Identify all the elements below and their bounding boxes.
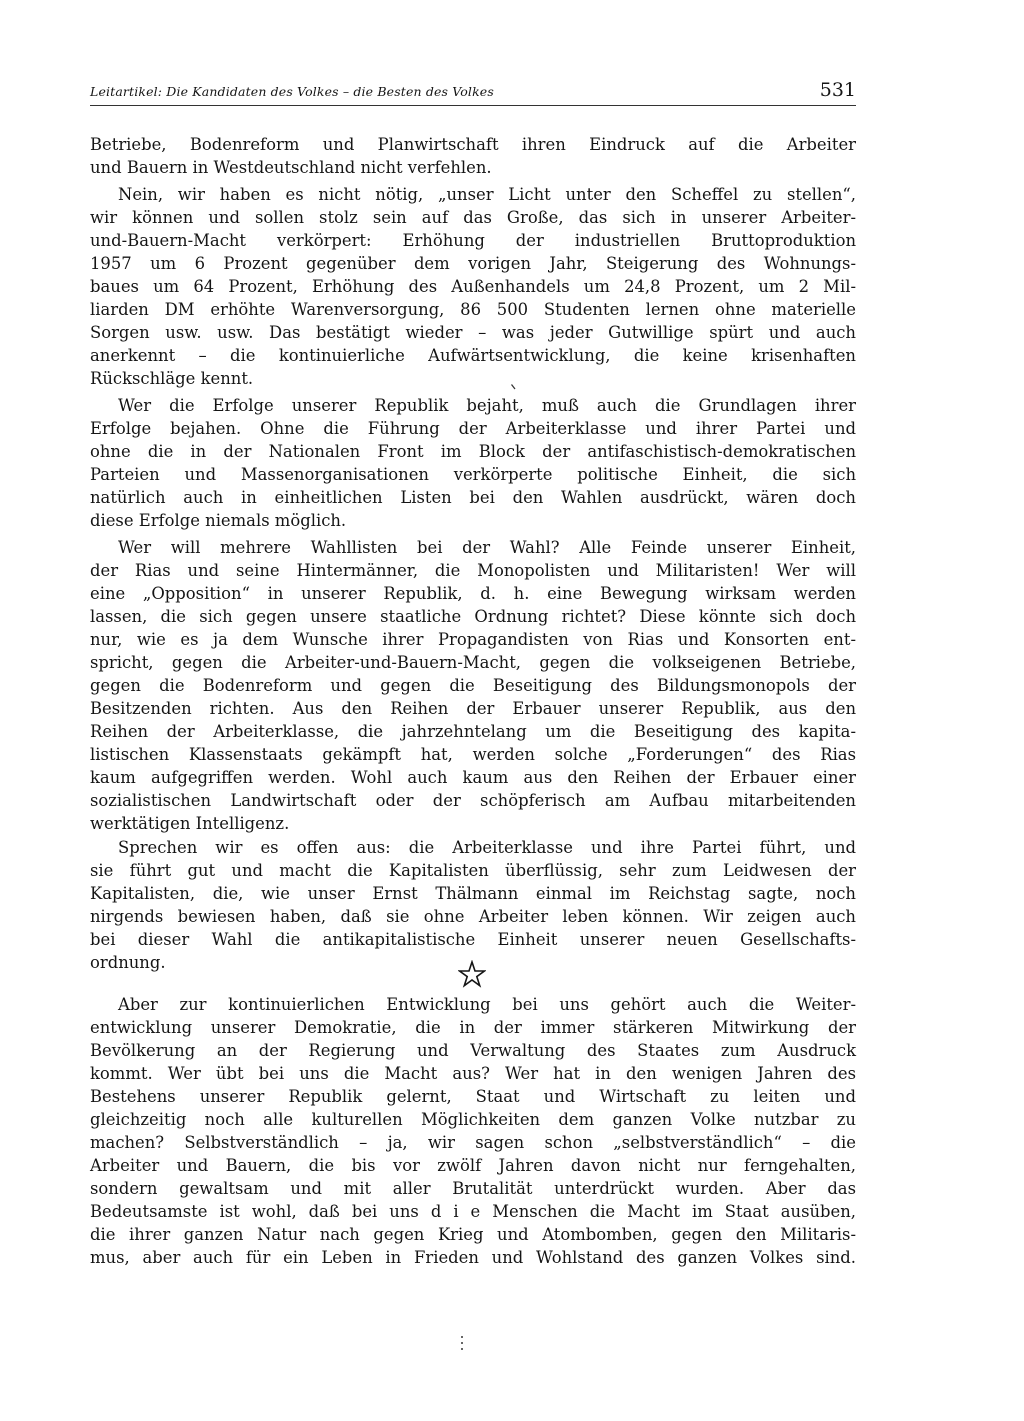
text-line: der Rias und seine Hintermänner, die Monopolisten und Militaristen! Wer will (90, 561, 856, 580)
text-line: eine „Opposition“ in unserer Republik, d. h. eine Bewegung wirksam werden (90, 584, 856, 603)
text-line: Besitzenden richten. Aus den Reihen der Erbauer unserer Republik, aus den (90, 699, 856, 718)
text-line: listischen Klassenstaats gekämpft hat, werden solche „Forderungen“ des Rias (90, 745, 856, 764)
text-line: und-Bauern-Macht verkörpert: Erhöhung der industriellen Bruttoproduktion (90, 231, 856, 250)
header-rule (90, 105, 856, 106)
text-line: Nein, wir haben es nicht nötig, „unser Licht unter den Scheffel zu stellen“, (118, 185, 856, 204)
text-line: die ihrer ganzen Natur nach gegen Krieg und Atombomben, gegen den Militaris- (90, 1225, 856, 1244)
text-line: sie führt gut und macht die Kapitalisten überflüssig, sehr zum Leidwesen der (90, 861, 856, 880)
text-line: sondern gewaltsam und mit aller Brutalität unterdrückt wurden. Aber das (90, 1179, 856, 1198)
text-line: gleichzeitig noch alle kulturellen Möglichkeiten dem ganzen Volke nutzbar zu (90, 1110, 856, 1129)
text-line: bei dieser Wahl die antikapitalistische Einheit unserer neuen Gesellschafts- (90, 930, 856, 949)
text-line: kommt. Wer übt bei uns die Macht aus? Wer hat in den wenigen Jahren des (90, 1064, 856, 1083)
text-line: Kapitalisten, die, wie unser Ernst Thälmann einmal im Reichstag sagte, noch (90, 884, 856, 903)
running-head (90, 79, 856, 102)
text-line: baues um 64 Prozent, Erhöhung des Außenhandels um 24,8 Prozent, um 2 Mil- (90, 277, 856, 296)
text-line: spricht, gegen die Arbeiter-und-Bauern-Macht, gegen die volkseigenen Betriebe, (90, 653, 856, 672)
text-line: anerkennt – die kontinuierliche Aufwärtsentwicklung, die keine krisenhaften (90, 346, 856, 365)
text-line: ohne die in der Nationalen Front im Block der antifaschistisch-demokratischen (90, 442, 856, 461)
text-line: entwicklung unserer Demokratie, die in der immer stärkeren Mitwirkung der (90, 1018, 856, 1037)
text-line: Parteien und Massenorganisationen verkörperte politische Einheit, die sich (90, 465, 856, 484)
text-line: 1957 um 6 Prozent gegenüber dem vorigen Jahr, Steigerung des Wohnungs- (90, 254, 856, 273)
text-line: liarden DM erhöhte Warenversorgung, 86 500 Studenten lernen ohne materielle (90, 300, 856, 319)
text-line: sozialistischen Landwirtschaft oder der schöpferisch am Aufbau mitarbeitenden (90, 791, 856, 810)
page-number: 531 (819, 79, 856, 101)
text-line: gegen die Bodenreform und gegen die Beseitigung des Bildungsmonopols der (90, 676, 856, 695)
text-line: Sorgen usw. usw. Das bestätigt wieder – was jeder Gutwillige spürt und auch (90, 323, 856, 342)
text-line: diese Erfolge niemals möglich. (90, 511, 347, 530)
text-line: Wer die Erfolge unserer Republik bejaht, muß auch die Grundlagen ihrer (118, 396, 856, 415)
text-line: Erfolge bejahen. Ohne die Führung der Arbeiterklasse und ihrer Partei und (90, 419, 856, 438)
text-line: kaum aufgegriffen werden. Wohl auch kaum aus den Reihen der Erbauer einer (90, 768, 856, 787)
text-line: Bestehens unserer Republik gelernt, Staat und Wirtschaft zu leiten und (90, 1087, 856, 1106)
text-line: natürlich auch in einheitlichen Listen bei den Wahlen ausdrückt, wären doch (90, 488, 856, 507)
text-line: Bedeutsamste ist wohl, daß bei uns d i e Menschen die Macht im Staat ausüben, (90, 1202, 856, 1221)
text-line: werktätigen Intelligenz. (90, 814, 290, 833)
star-icon (458, 960, 486, 988)
scan-marks (461, 1336, 464, 1352)
text-line: mus, aber auch für ein Leben in Frieden und Wohlstand des ganzen Volkes sind. (90, 1248, 856, 1267)
text-line: Arbeiter und Bauern, die bis vor zwölf Jahren davon nicht nur ferngehalten, (90, 1156, 856, 1175)
text-line: Wer will mehrere Wahllisten bei der Wahl? Alle Feinde unserer Einheit, (118, 538, 856, 557)
text-line: Rückschläge kennt. (90, 369, 254, 388)
text-line: Betriebe, Bodenreform und Planwirtschaft ihren Eindruck auf die Arbeiter (90, 135, 856, 154)
text-line: Aber zur kontinuierlichen Entwicklung bei uns gehört auch die Weiter- (118, 995, 856, 1014)
text-line: und Bauern in Westdeutschland nicht verfehlen. (90, 158, 492, 177)
text-line: Sprechen wir es offen aus: die Arbeiterklasse und ihre Partei führt, und (118, 838, 856, 857)
text-line: nur, wie es ja dem Wunsche ihrer Propagandisten von Rias und Konsorten ent- (90, 630, 856, 649)
text-line: lassen, die sich gegen unsere staatliche Ordnung richtet? Diese könnte sich doch (90, 607, 856, 626)
text-line: Reihen der Arbeiterklasse, die jahrzehntelang um die Beseitigung des kapita- (90, 722, 856, 741)
scan-speck (511, 375, 516, 381)
text-line: ordnung. (90, 953, 166, 972)
text-line: Bevölkerung an der Regierung und Verwaltung des Staates zum Ausdruck (90, 1041, 856, 1060)
text-line: wir können und sollen stolz sein auf das Große, das sich in unserer Arbeiter- (90, 208, 856, 227)
text-line: machen? Selbstverständlich – ja, wir sagen schon „selbstverständlich“ – die (90, 1133, 856, 1152)
running-title: Leitartikel: Die Kandidaten des Volkes – die Besten des Volkes (90, 84, 494, 99)
text-line: nirgends bewiesen haben, daß sie ohne Arbeiter leben können. Wir zeigen auch (90, 907, 856, 926)
